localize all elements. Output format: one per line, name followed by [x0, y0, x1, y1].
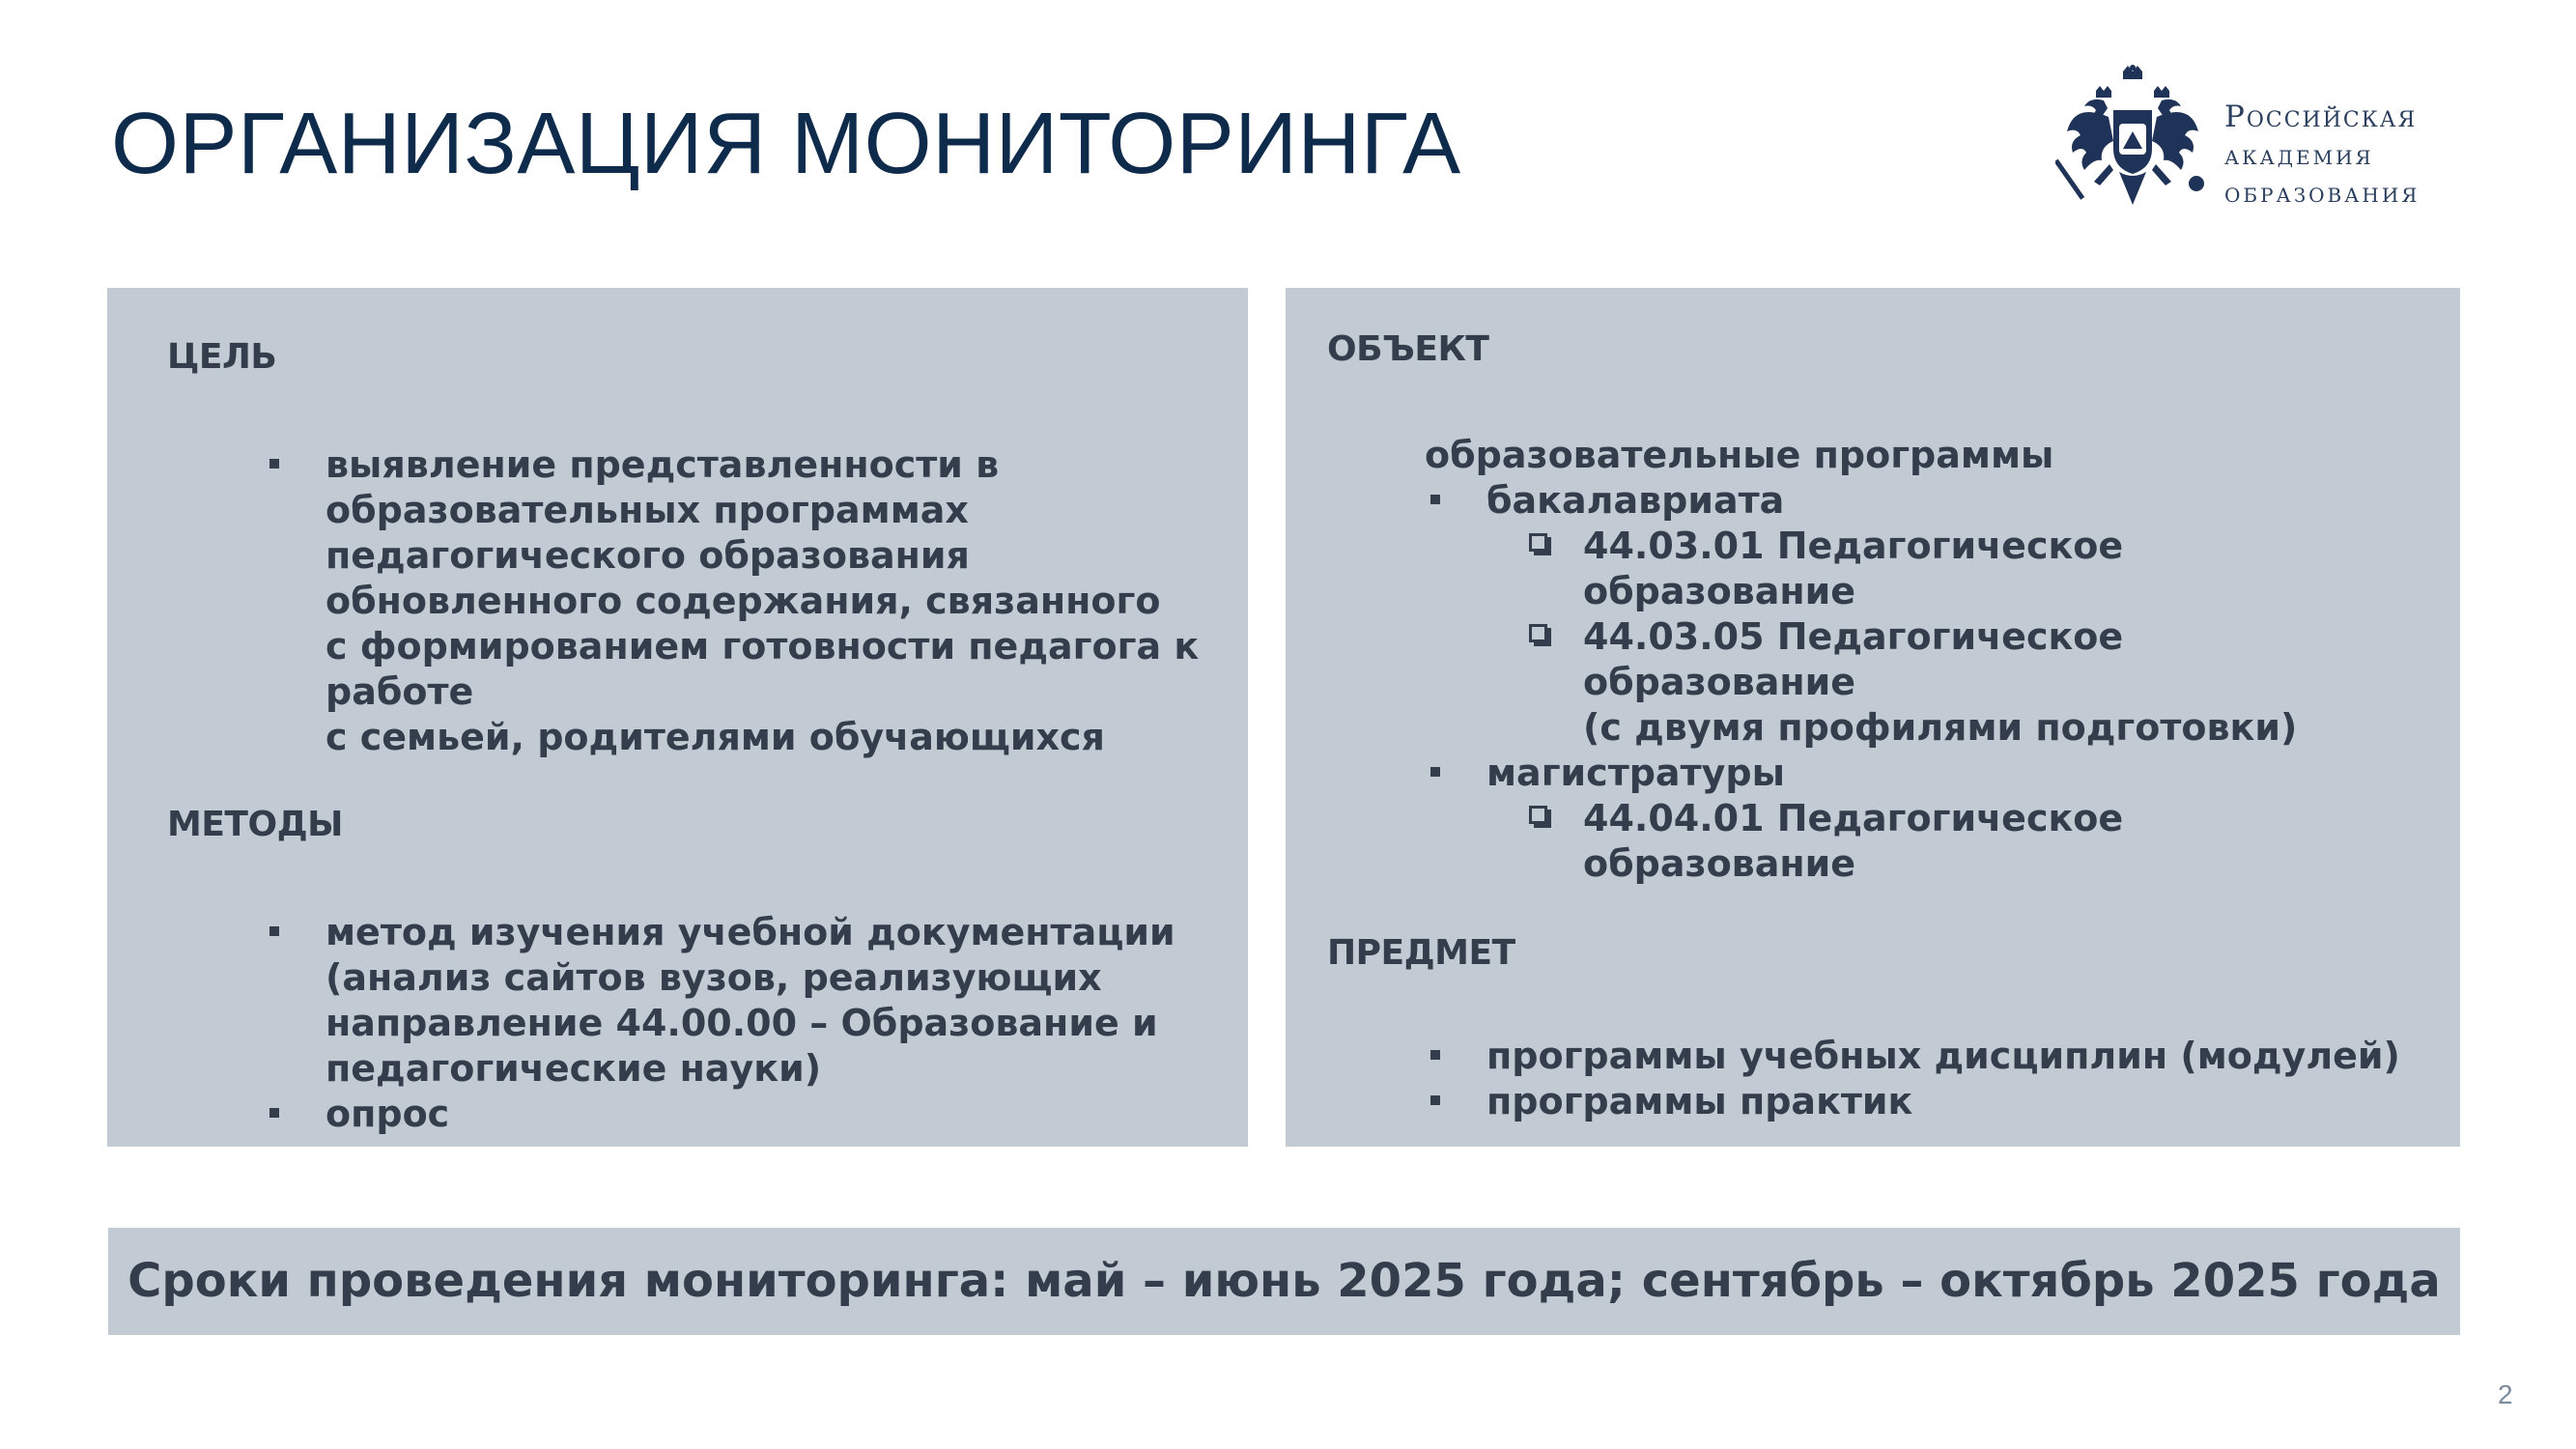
- goal-item: [326, 442, 1199, 760]
- academy-name-line: образования: [2224, 176, 2420, 209]
- program-line: образование: [1583, 570, 1856, 612]
- bullet-square-icon: [1430, 1050, 1440, 1060]
- bullet-square-icon: [1430, 1095, 1440, 1105]
- page-number: 2: [2498, 1379, 2513, 1409]
- goal-methods-panel: [107, 288, 1248, 1147]
- master-program: [1583, 796, 2297, 887]
- subject-item: [1486, 1034, 2400, 1079]
- program-line: 44.03.05 Педагогическое: [1583, 615, 2124, 658]
- object-heading: ОБЪЕКТ: [1327, 329, 1489, 369]
- bachelor-program: [1583, 614, 2297, 751]
- bachelor-program: [1583, 524, 2297, 614]
- goal-item-line: выявление представленности в: [326, 443, 1000, 486]
- goal-item-line: с семьей, родителями обучающихся: [326, 716, 1105, 758]
- subject-item-text: программы учебных дисциплин (модулей): [1486, 1035, 2400, 1077]
- master-item: [1486, 751, 2297, 796]
- program-line: 44.04.01 Педагогическое: [1583, 797, 2124, 839]
- academy-name-line: Российская: [2224, 99, 2418, 134]
- checkbox-bullet-icon: [1529, 533, 1547, 552]
- methods-list: [326, 910, 1175, 1137]
- academy-name-line: академия: [2224, 138, 2374, 171]
- methods-item-line: (анализ сайтов вузов, реализующих: [326, 956, 1102, 999]
- methods-item-line: метод изучения учебной документации: [326, 911, 1175, 953]
- goal-item-line: с формированием готовности педагога к: [326, 625, 1200, 668]
- bullet-square-icon: [269, 1108, 279, 1118]
- program-line: образование: [1583, 661, 1856, 703]
- bullet-square-icon: [269, 459, 279, 469]
- double-headed-eagle-icon: [2055, 64, 2210, 218]
- methods-heading: МЕТОДЫ: [167, 805, 343, 844]
- program-line: образование: [1583, 842, 1856, 885]
- bachelor-label: бакалавриата: [1486, 479, 1785, 522]
- goal-item-line: работе: [326, 670, 474, 713]
- methods-item-line: педагогические науки): [326, 1047, 822, 1090]
- checkbox-bullet-icon: [1529, 806, 1547, 824]
- subject-list: [1486, 1034, 2400, 1124]
- methods-item: [326, 1092, 1175, 1137]
- bullet-square-icon: [1430, 767, 1440, 777]
- academy-name: [2224, 99, 2420, 212]
- program-line: (с двумя профилями подготовки): [1583, 706, 2298, 749]
- bachelor-item: [1486, 478, 2297, 524]
- checkbox-bullet-icon: [1529, 624, 1547, 642]
- program-line: 44.03.01 Педагогическое: [1583, 525, 2124, 567]
- academy-logo: [2055, 64, 2471, 218]
- goal-item-line: педагогического образования: [326, 534, 970, 577]
- object-subject-panel: [1286, 288, 2460, 1147]
- goal-item-line: образовательных программах: [326, 489, 969, 531]
- subject-item-text: программы практик: [1486, 1080, 1913, 1122]
- goal-heading: ЦЕЛЬ: [167, 337, 277, 377]
- goal-list: [326, 442, 1199, 760]
- methods-item-line: опрос: [326, 1093, 450, 1135]
- subject-item: [1486, 1079, 2400, 1124]
- object-intro: образовательные программы: [1425, 434, 2054, 476]
- methods-item-line: направление 44.00.00 – Образование и: [326, 1002, 1158, 1044]
- slide-title: ОРГАНИЗАЦИЯ МОНИТОРИНГА: [111, 96, 1461, 192]
- bullet-square-icon: [269, 926, 279, 936]
- object-list: [1486, 478, 2297, 887]
- goal-item-line: обновленного содержания, связанного: [326, 580, 1161, 622]
- master-label: магистратуры: [1486, 752, 1785, 794]
- subject-heading: ПРЕДМЕТ: [1327, 933, 1515, 973]
- methods-item: [326, 910, 1175, 1092]
- bullet-square-icon: [1430, 495, 1440, 504]
- monitoring-dates-bar: Сроки проведения мониторинга: май – июнь 2025 года; сентябрь – октябрь 2025 года: [108, 1228, 2460, 1335]
